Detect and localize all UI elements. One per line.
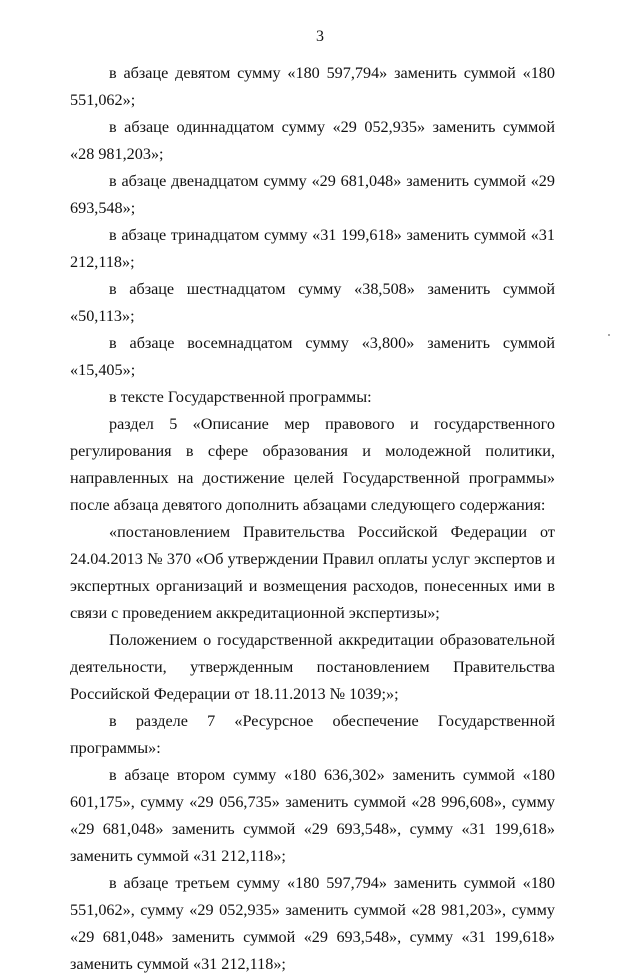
paragraph-5: в абзаце шестнадцатом сумму «38,508» заменить суммой «50,113»; bbox=[70, 280, 555, 325]
paragraph-4: в абзаце тринадцатом сумму «31 199,618» заменить суммой «31 212,118»; bbox=[70, 226, 555, 271]
paragraph-3: в абзаце двенадцатом сумму «29 681,048» заменить суммой «29 693,548»; bbox=[70, 172, 555, 217]
paragraph-1: в абзаце девятом сумму «180 597,794» заменить суммой «180 551,062»; bbox=[70, 64, 555, 109]
paragraph-8: раздел 5 «Описание мер правового и государственного регулирования в сфере образования и молодежной политики, направленных на достижение целей Государственной программы» после абзаца девятого дополнить абзацами следующего содержания: bbox=[70, 415, 555, 514]
paragraph-11: в разделе 7 «Ресурсное обеспечение Государственной программы»: bbox=[70, 712, 555, 757]
paragraph-10: Положением о государственной аккредитации образовательной деятельности, утвержденным постановлением Правительства Российской Федерации от 18.11.2013 № 1039;»; bbox=[70, 631, 555, 703]
scan-speck bbox=[608, 334, 610, 336]
paragraph-9: «постановлением Правительства Российской Федерации от 24.04.2013 № 370 «Об утверждении Правил оплаты услуг экспертов и экспертных организаций и возмещения расходов, понесенных ими в связи с проведением аккредитационной экспертизы»; bbox=[70, 523, 555, 622]
document-body bbox=[70, 60, 555, 978]
paragraph-12: в абзаце втором сумму «180 636,302» заменить суммой «180 601,175», сумму «29 056,735» заменить суммой «28 996,608», сумму «29 681,048» заменить суммой «29 693,548», сумму «31 199,618» заменить суммой «31 212,118»; bbox=[70, 766, 555, 865]
page-number: 3 bbox=[316, 28, 324, 45]
paragraph-6: в абзаце восемнадцатом сумму «3,800» заменить суммой «15,405»; bbox=[70, 334, 555, 379]
paragraph-2: в абзаце одиннадцатом сумму «29 052,935» заменить суммой «28 981,203»; bbox=[70, 118, 555, 163]
paragraph-7: в тексте Государственной программы: bbox=[109, 388, 372, 406]
paragraph-13: в абзаце третьем сумму «180 597,794» заменить суммой «180 551,062», сумму «29 052,935» заменить суммой «28 981,203», сумму «29 681,048» заменить суммой «29 693,548», сумму «31 199,618» заменить суммой «31 212,118»; bbox=[70, 874, 555, 973]
